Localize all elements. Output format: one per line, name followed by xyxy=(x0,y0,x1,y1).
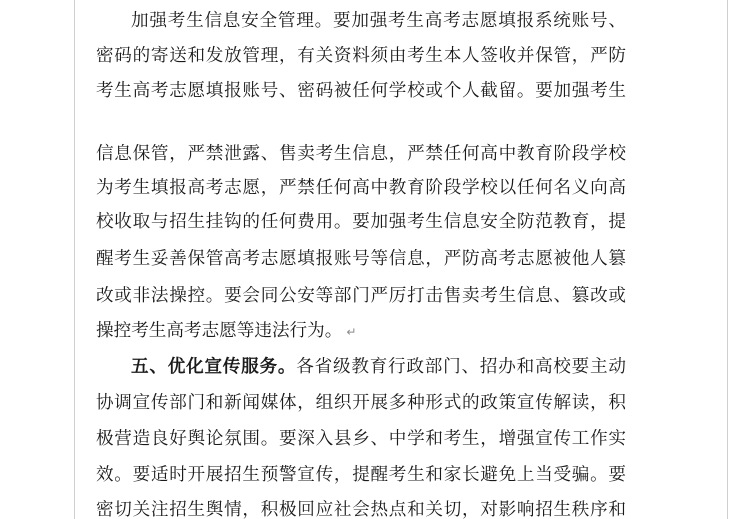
text-line: 校收取与招生挂钩的任何费用。要加强考生信息安全防范教育，提 xyxy=(96,212,626,232)
text-line: 加强考生信息安全管理。要加强考生高考志愿填报系统账号、 xyxy=(131,11,626,31)
text-line: 效。要适时开展招生预警宣传，提醒考生和家长避免上当受骗。要 xyxy=(96,465,626,485)
text-line: 操控考生高考志愿等违法行为。 ↵ xyxy=(96,321,357,341)
margin-line-right xyxy=(727,0,728,519)
text-line: 醒考生妥善保管高考志愿填报账号等信息，严防高考志愿被他人篡 xyxy=(96,249,626,269)
section-heading: 五、优化宣传服务。 xyxy=(131,356,297,377)
paragraph-mark-icon: ↵ xyxy=(346,325,357,339)
text-line: 考生高考志愿填报账号、密码被任何学校或个人截留。要加强考生 xyxy=(96,81,626,101)
text-line: 协调宣传部门和新闻媒体，组织开展多种形式的政策宣传解读，积 xyxy=(96,393,626,413)
section-heading-line: 五、优化宣传服务。各省级教育行政部门、招办和高校要主动 xyxy=(131,356,626,377)
margin-line-left xyxy=(74,0,75,519)
text-line: 密码的寄送和发放管理，有关资料须由考生本人签收并保管，严防 xyxy=(96,46,626,66)
text-line: 信息保管，严禁泄露、售卖考生信息，严禁任何高中教育阶段学校 xyxy=(96,144,626,164)
text-line: 极营造良好舆论氛围。要深入县乡、中学和考生，增强宣传工作实 xyxy=(96,429,626,449)
text-line: 为考生填报高考志愿，严禁任何高中教育阶段学校以任何名义向高 xyxy=(96,178,626,198)
text-line: 改或非法操控。要会同公安等部门严厉打击售卖考生信息、篡改或 xyxy=(96,286,626,306)
text-line: 密切关注招生舆情，积极回应社会热点和关切，对影响招生秩序和 xyxy=(96,500,626,519)
